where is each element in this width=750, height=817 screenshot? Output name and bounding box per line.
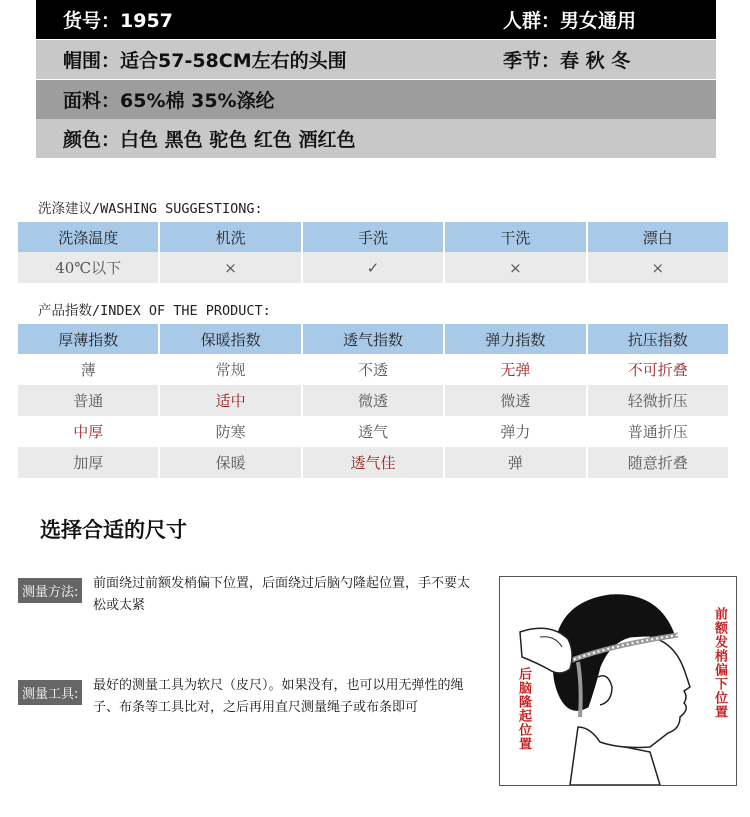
season: 季节：春 秋 冬 <box>503 50 631 72</box>
table-header-cell: 洗涤温度 <box>18 222 158 252</box>
check-icon: ✓ <box>303 252 443 283</box>
table-cell: 薄 <box>18 354 158 385</box>
table-row <box>18 252 728 283</box>
hat-circumference: 帽围：适合57-58CM左右的头围 <box>63 50 347 72</box>
table-cell: 微透 <box>303 385 443 416</box>
table-cell: 微透 <box>445 385 585 416</box>
table-cell: 弹 <box>445 447 585 478</box>
item-number: 货号：1957 <box>63 10 173 32</box>
index-header-row <box>18 324 728 354</box>
header-row-2 <box>36 40 716 79</box>
table-cell: 常规 <box>160 354 300 385</box>
table-cell: 防寒 <box>160 416 300 447</box>
table-cell: 弹力 <box>445 416 585 447</box>
table-header-cell: 厚薄指数 <box>18 324 158 354</box>
table-cell: 不透 <box>303 354 443 385</box>
tool-tag: 测量工具: <box>18 680 82 705</box>
table-cell: 不可折叠 <box>588 354 728 385</box>
tool-description: 最好的测量工具为软尺（皮尺）。如果没有，也可以用无弹性的绳子、布条等工具比对，之后再用直尺测量绳子或布条即可 <box>93 678 464 715</box>
header-row-3 <box>36 80 716 119</box>
table-cell: 普通折压 <box>588 416 728 447</box>
table-cell: 普通 <box>18 385 158 416</box>
cross-icon: × <box>445 252 585 283</box>
table-row <box>18 447 728 478</box>
size-section-title: 选择合适的尺寸 <box>40 518 187 542</box>
head-measurement-diagram <box>499 576 737 786</box>
table-header-cell: 漂白 <box>588 222 728 252</box>
target-crowd: 人群：男女通用 <box>503 10 637 32</box>
washing-header-row <box>18 222 728 252</box>
index-table <box>16 324 730 478</box>
forehead-label: 前额发梢偏下位置 <box>712 607 727 719</box>
cross-icon: × <box>588 252 728 283</box>
table-header-cell: 干洗 <box>445 222 585 252</box>
table-row <box>18 416 728 447</box>
table-row <box>18 354 728 385</box>
table-header-cell: 保暖指数 <box>160 324 300 354</box>
washing-table <box>16 222 730 283</box>
table-cell: 中厚 <box>18 416 158 447</box>
washing-title: 洗涤建议/WASHING SUGGESTIONG: <box>38 201 263 217</box>
table-header-cell: 抗压指数 <box>588 324 728 354</box>
header-row-1 <box>36 0 716 39</box>
table-cell: 适中 <box>160 385 300 416</box>
head-measure-illustration <box>500 577 736 785</box>
table-cell: 40℃以下 <box>18 252 158 283</box>
table-header-cell: 机洗 <box>160 222 300 252</box>
table-cell: 保暖 <box>160 447 300 478</box>
table-header-cell: 手洗 <box>303 222 443 252</box>
table-cell: 加厚 <box>18 447 158 478</box>
table-cell: 透气 <box>303 416 443 447</box>
table-header-cell: 弹力指数 <box>445 324 585 354</box>
header-row-4 <box>36 119 716 158</box>
table-cell: 透气佳 <box>303 447 443 478</box>
back-of-head-label: 后脑隆起位置 <box>516 667 531 751</box>
material: 面料：65%棉 35%涤纶 <box>63 90 275 112</box>
table-cell: 随意折叠 <box>588 447 728 478</box>
table-cell: 轻微折压 <box>588 385 728 416</box>
method-tag: 测量方法: <box>18 578 82 603</box>
color-options: 颜色：白色 黑色 驼色 红色 酒红色 <box>63 129 356 151</box>
cross-icon: × <box>160 252 300 283</box>
method-description: 前面绕过前额发梢偏下位置，后面绕过后脑勺隆起位置，手不要太松或太紧 <box>93 576 471 613</box>
table-cell: 无弹 <box>445 354 585 385</box>
table-header-cell: 透气指数 <box>303 324 443 354</box>
index-title: 产品指数/INDEX OF THE PRODUCT: <box>38 303 271 319</box>
table-row <box>18 385 728 416</box>
